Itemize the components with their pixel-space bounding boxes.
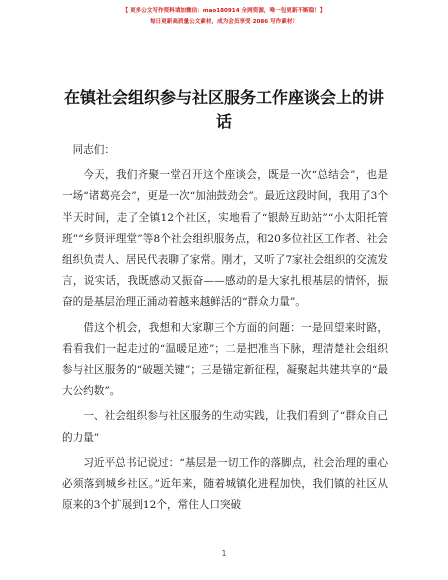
greeting-paragraph: 同志们： <box>72 144 115 156</box>
promo-banner-line-2: 每日更新高质量公文素材，成为会员享受 2086 写作素材！ <box>149 19 299 25</box>
promo-banner <box>0 6 448 28</box>
page-number: 1 <box>221 549 227 558</box>
body-paragraph-1: 今天，我们齐聚一堂召开这个座谈会，既是一次“总结会”，也是一场“诸葛亮会”，更是一次“加油鼓劲会”。最近这段时间，我用了3个半天时间，走了全镇12个社区，实地看了“银龄互助站”“小太阳托管班”“乡贤评理堂”等8个社会组织服务点，和20多位社区工作者、社会组织负责人、居民代表聊了家常。刚才，又听了7家社会组织的交流发言，说实话，我既感动又振奋——感动的是大家扎根基层的情怀，振奋的是基层治理正涌动着越来越鲜活的“群众力量”。 <box>62 169 388 309</box>
document-body <box>62 140 388 520</box>
body-paragraph-2: 借这个机会，我想和大家聊三个方面的问题：一是回望来时路，看看我们一起走过的“温暖足迹”；二是把准当下脉，理清楚社会组织参与社区服务的“破题关键”；三是锚定新征程，凝聚起共建共享的“最大公约数”。 <box>62 321 388 398</box>
promo-banner-line-1: 【 更多公文写作资料请加微信：mao180914 全网资源，唯一包更新不断稳！】 <box>122 8 326 14</box>
section-heading-1: 一、社会组织参与社区服务的生动实践，让我们看到了“群众自己的力量” <box>62 410 388 444</box>
body-paragraph-3: 习近平总书记说过：“基层是一切工作的落脚点，社会治理的重心必须落到城乡社区。”近年来，随着城镇化进程加快，我们镇的社区从原来的3个扩展到12个，常住人口突破 <box>62 456 388 512</box>
document-title: 在镇社会组织参与社区服务工作座谈会上的讲话 <box>63 88 384 131</box>
